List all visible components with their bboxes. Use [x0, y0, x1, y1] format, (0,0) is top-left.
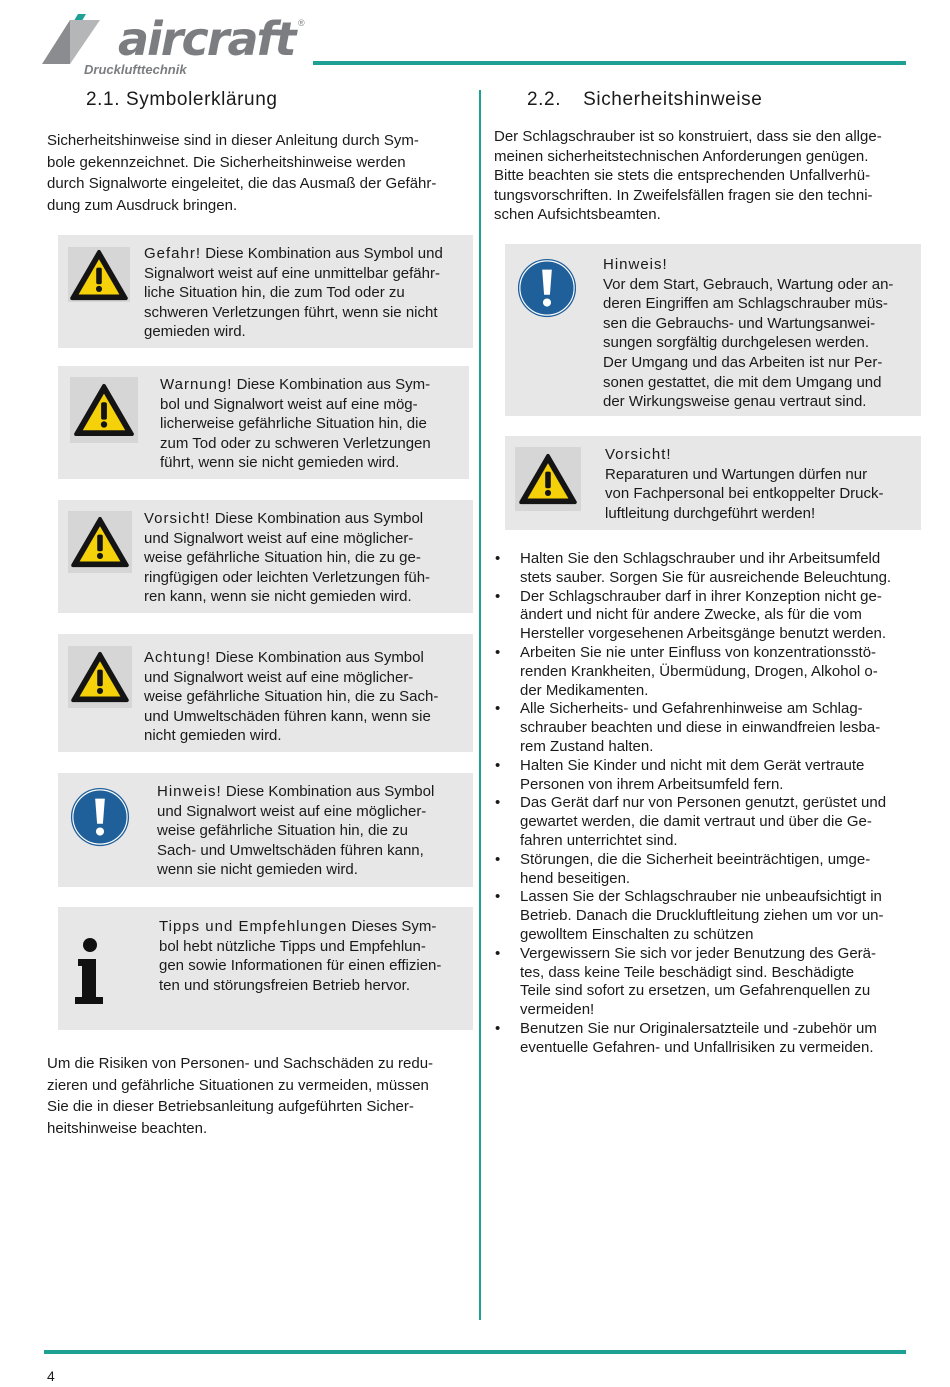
- safety-notice-description: Vor dem Start, Gebrauch, Wartung oder an- deren Eingriffen am Schlagschrauber müs- sen die Gebrauchs- und Wartungsanwei- sungen sorgfältig durchgelesen werden. Der Umgang und das Arbeiten ist nur Per- sonen gestattet, die mit dem Umgang und der Wirkungsweise genau vertraut sind.: [603, 275, 894, 411]
- list-item: • Arbeiten Sie nie unter Einfluss von konzentrationsstö- renden Krankheiten, Übermüdung, Drogen, Alkohol o- der Medikamenten.: [495, 644, 925, 700]
- logo-registered-mark: ®: [298, 18, 305, 28]
- list-item: • Halten Sie Kinder und nicht mit dem Gerät vertraute Personen von ihrem Arbeitsumfeld fern.: [495, 757, 925, 795]
- safety-rules-list: [495, 550, 925, 1058]
- danger-description: Diese Kombination aus Symbol und Signalwort weist auf eine unmittelbar gefähr- liche Situation hin, die zum Tod oder zu schweren Verletzungen führt, wenn sie nicht gemieden wird.: [144, 245, 443, 341]
- notice-signal-word: Hinweis!: [157, 783, 222, 800]
- section-title: Sicherheitshinweise: [583, 89, 763, 110]
- safety-intro-paragraph: Der Schlagschrauber ist so konstruiert, dass sie den allge- meinen sicherheitstechnischen Anforderungen genügen. Bitte beachten sie stets die entsprechenden Unfallverhü- tungsvorschriften. In Zweifelsfällen fragen sie den techni- schen Aufsichtsbeamten.: [494, 128, 882, 223]
- safety-caution-box: [505, 436, 921, 530]
- safety-caution-text: [605, 445, 913, 523]
- list-item: • Der Schlagschrauber darf in ihrer Konzeption nicht ge- ändert und nicht für andere Zwecke, als für die vom Hersteller vorgesehenen Arbeitsgänge benutzt werden.: [495, 588, 925, 644]
- list-item: • Störungen, die die Sicherheit beeinträchtigen, umge- hend beseitigen.: [495, 851, 925, 889]
- column-divider: [479, 90, 481, 1320]
- notice-description: Diese Kombination aus Symbol und Signalwort weist auf eine möglicher- weise gefährliche Situation hin, die zu Sach- und Umweltschäden führen kann, wenn sie nicht gemieden wird.: [157, 783, 435, 879]
- safety-caution-description: Reparaturen und Wartungen dürfen nur von Fachpersonal bei entkoppelter Druck- luftleitung durchgeführt werden!: [605, 465, 884, 522]
- info-icon: [70, 937, 110, 1007]
- page-number: 4: [47, 1368, 55, 1384]
- warning-icon: [70, 377, 138, 443]
- safety-notice-text: [603, 255, 911, 412]
- warning-signal-word: Warnung!: [160, 376, 233, 393]
- symbols-outro-paragraph: Um die Risiken von Personen- und Sachschäden zu redu- zieren und gefährliche Situationen zu vermeiden, müssen Sie die in dieser Betriebsanleitung aufgeführten Sicher- heitshinweise beachten.: [47, 1055, 434, 1137]
- warning-text: [160, 375, 465, 473]
- warning-icon: [68, 511, 132, 573]
- aircraft-logo: [40, 10, 310, 80]
- warning-icon: [68, 646, 132, 708]
- warning-box: [58, 366, 469, 479]
- header-rule: [313, 61, 906, 65]
- notice-icon: [68, 785, 132, 849]
- logo-wordmark: aircraft: [118, 12, 295, 66]
- safety-notice-signal-word: Hinweis!: [603, 256, 668, 273]
- attention-text: [144, 648, 469, 746]
- notice-text: [157, 782, 469, 880]
- notice-box: [58, 773, 473, 887]
- footer-rule: [44, 1350, 906, 1354]
- list-item: • Das Gerät darf nur von Personen genutzt, gerüstet und gewartet werden, die damit vertraut und über die Ge- fahren unterrichtet sind.: [495, 794, 925, 850]
- warning-description: Diese Kombination aus Sym- bol und Signalwort weist auf eine mög- licherweise gefährliche Situation hin, die zum Tod oder zu schweren Verletzungen führt, wenn sie nicht gemieden wird.: [160, 376, 431, 472]
- caution-signal-word: Vorsicht!: [144, 510, 211, 527]
- caution-text: [144, 509, 469, 607]
- list-item: • Benutzen Sie nur Originalersatzteile und -zubehör um eventuelle Gefahren- und Unfallrisiken zu vermeiden.: [495, 1020, 925, 1058]
- attention-description: Diese Kombination aus Symbol und Signalwort weist auf eine möglicher- weise gefährliche Situation hin, die zu Sach- und Umweltschäden führen kann, wenn sie nicht gemieden wird.: [144, 649, 439, 745]
- section-heading-symbols: 2.1. Symbolerklärung: [86, 89, 278, 110]
- notice-icon: [515, 256, 579, 320]
- danger-box: [58, 235, 473, 348]
- safety-caution-signal-word: Vorsicht!: [605, 446, 672, 463]
- section-heading-safety: [527, 89, 762, 111]
- tips-description: Dieses Sym- bol hebt nützliche Tipps und Empfehlun- gen sowie Informationen für einen effizien- ten und störungsfreien Betrieb hervor.: [159, 918, 442, 994]
- list-item: • Alle Sicherheits- und Gefahrenhinweise am Schlag- schrauber beachten und diese in einwandfreien lesba- rem Zustand halten.: [495, 700, 925, 756]
- attention-signal-word: Achtung!: [144, 649, 212, 666]
- symbols-intro-paragraph: Sicherheitshinweise sind in dieser Anleitung durch Sym- bole gekennzeichnet. Die Sicherheitshinweise werden durch Signalworte eingeleitet, die das Ausmaß der Gefähr- dung zum Ausdruck bringen.: [47, 132, 437, 214]
- list-item: • Halten Sie den Schlagschrauber und ihr Arbeitsumfeld stets sauber. Sorgen Sie für ausreichende Beleuchtung.: [495, 550, 925, 588]
- caution-box: [58, 500, 473, 613]
- tips-text: [159, 917, 469, 995]
- danger-signal-word: Gefahr!: [144, 245, 202, 262]
- attention-box: [58, 634, 473, 752]
- warning-icon: [68, 247, 130, 302]
- list-item: • Lassen Sie der Schlagschrauber nie unbeaufsichtigt in Betrieb. Danach die Druckluftleitung ziehen um vor un- gewolltem Einschalten zu schützen: [495, 888, 925, 944]
- tips-signal-word: Tipps und Empfehlungen: [159, 918, 348, 935]
- tips-box: [58, 907, 473, 1030]
- logo-subtitle: Drucklufttechnik: [84, 62, 187, 77]
- section-number: 2.2.: [527, 89, 562, 110]
- danger-text: [144, 244, 469, 342]
- warning-icon: [515, 447, 581, 511]
- safety-notice-box: [505, 244, 921, 416]
- list-item: • Vergewissern Sie sich vor jeder Benutzung des Gerä- tes, dass keine Teile beschädigt sind. Beschädigte Teile sind sofort zu ersetzen, um Gefahrenquellen zu vermeiden!: [495, 945, 925, 1020]
- caution-description: Diese Kombination aus Symbol und Signalwort weist auf eine möglicher- weise gefährliche Situation hin, die zu ge- ringfügigen oder leichten Verletzungen füh- ren kann, wenn sie nicht gemieden wird.: [144, 510, 431, 606]
- page-header: [0, 0, 950, 90]
